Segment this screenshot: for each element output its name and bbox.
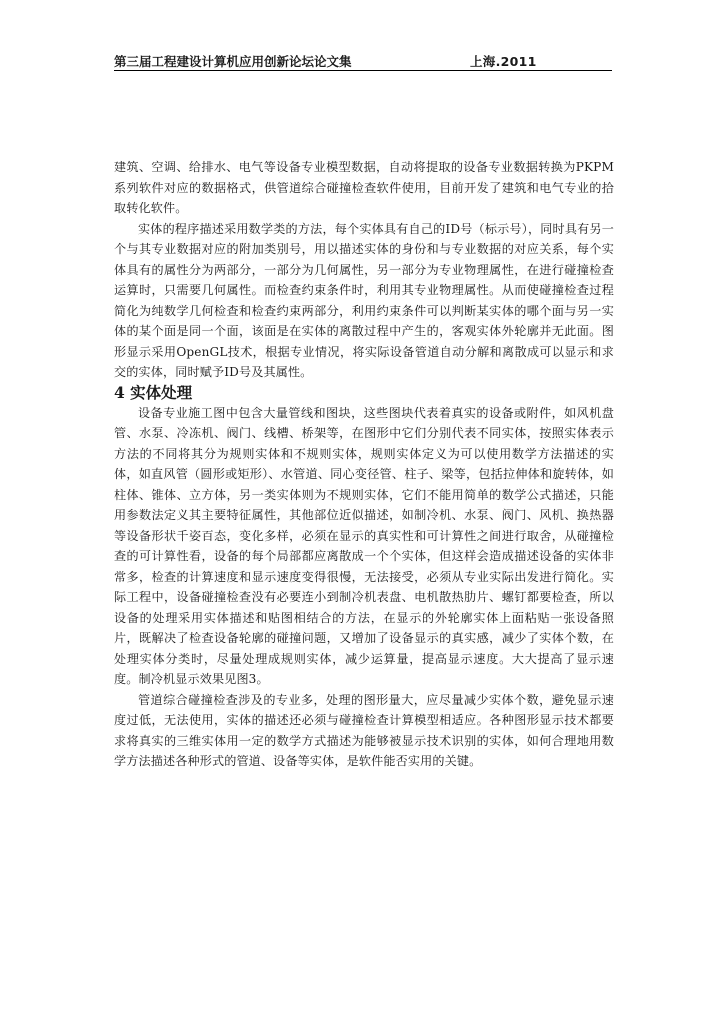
body-text — [114, 157, 614, 772]
paragraph-4: 管道综合碰撞检查涉及的专业多，处理的图形量大，应尽量减少实体个数，避免显示速度过低，无法使用，实体的描述还必须与碰撞检查计算模型相适应。各种图形显示技术都要求将真实的三维实体用一定的数学方式描述为能够被显示技术识别的实体，如何合理地用数学方法描述各种形式的管道、设备等实体，是软件能否实用的关键。 — [114, 692, 614, 768]
header-rule — [114, 70, 612, 71]
paragraph-3: 设备专业施工图中包含大量管线和图块，这些图块代表着真实的设备或附件，如风机盘管、水泵、冷冻机、阀门、线槽、桥架等，在图形中它们分别代表不同实体，按照实体表示方法的不同将其分为规则实体和不规则实体，规则实体定义为可以使用数学方法描述的实体，如直风管（圆形或矩形）、水管道、同心变径管、柱子、梁等，包括拉伸体和旋转体，如柱体、锥体、立方体，另一类实体则为不规则实体，它们不能用简单的数学公式描述，只能用参数法定义其主要特征属性，其他部位近似描述，如制冷机、水泵、阀门、风机、换热器等设备形状千姿百态，变化多样，必须在显示的真实性和可计算性之间进行取舍，从碰撞检查的可计算性看，设备的每个局部都应离散成一个个实体，但这样会造成描述设备的实体非常多，检查的计算速度和显示速度变得很慢，无法接受，必须从专业实际出发进行简化。实际工程中，设备碰撞检查没有必要连小到制冷机表盘、电机散热肋片、螺钉都要检查，所以设备的处理采用实体描述和贴图相结合的方法，在显示的外轮廓实体上面粘贴一张设备照片，既解决了检查设备轮廓的碰撞问题，又增加了设备显示的真实感，减少了实体个数，在处理实体分类时，尽量处理成规则实体，减少运算量，提高显示速度。大大提高了显示速度。制冷机显示效果见图3。 — [114, 405, 614, 686]
paragraph-1: 建筑、空调、给排水、电气等设备专业模型数据，自动将提取的设备专业数据转换为PKPM系列软件对应的数据格式，供管道综合碰撞检查软件使用，目前开发了建筑和电气专业的拾取转化软件。 — [114, 160, 614, 215]
paragraph-2: 实体的程序描述采用数学类的方法，每个实体具有自己的ID号（标示号），同时具有另一个与其专业数据对应的附加类别号，用以描述实体的身份和与专业数据的对应关系，每个实体具有的属性分为两部分，一部分为几何属性，另一部分为专业物理属性，在进行碰撞检查运算时，只需要几何属性。而检查约束条件时，利用其专业物理属性。从而使碰撞检查过程简化为纯数学几何检查和检查约束两部分，利用约束条件可以判断某实体的哪个面与另一实体的某个面是同一个面，该面是在实体的离散过程中产生的，客观实体外轮廓并无此面。图形显示采用OpenGL技术，根据专业情况，将实际设备管道自动分解和离散成可以显示和求交的实体，同时赋予ID号及其属性。 — [114, 221, 614, 379]
section-heading: 4 实体处理 — [114, 382, 193, 402]
conference-location-year: 上海.2011 — [470, 54, 537, 69]
running-header — [114, 53, 612, 70]
proceedings-title: 第三届工程建设计算机应用创新论坛论文集 — [114, 54, 352, 69]
